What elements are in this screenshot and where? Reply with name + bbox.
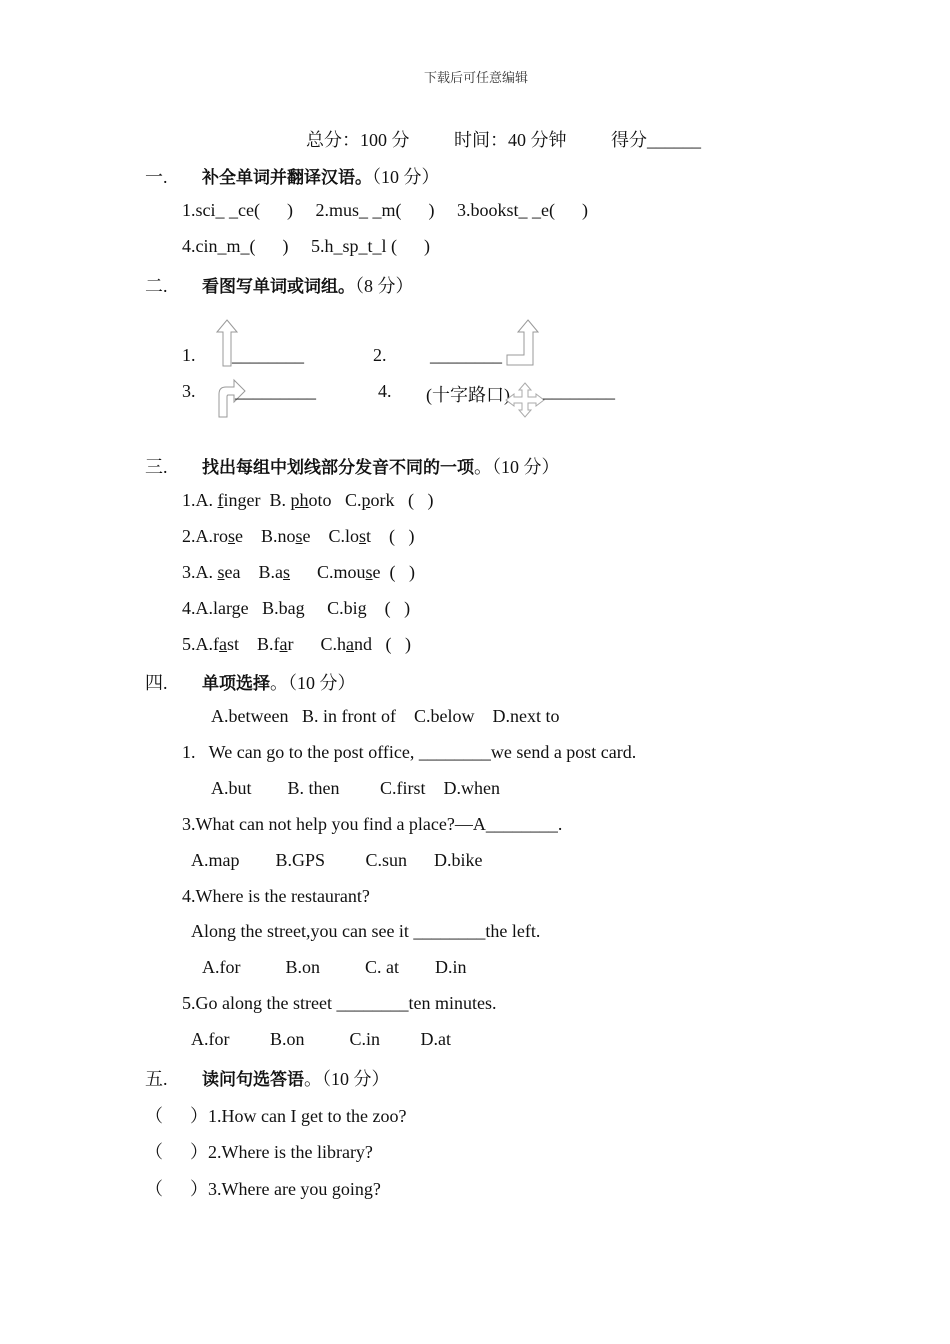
section-5-number: 五. — [145, 1069, 168, 1089]
crossroad-icon — [505, 382, 545, 418]
picture-item-4-label: (十字路口) — [426, 385, 510, 405]
section-1-row-2: 4.cin_m_( ) 5.h_sp_t_l ( ) — [182, 236, 430, 256]
section-3-points: 。（10 分） — [474, 457, 560, 477]
section-2-number: 二. — [145, 276, 168, 296]
choice-line-6: 4.Where is the restaurant? — [182, 886, 370, 906]
section-1-heading — [202, 163, 440, 189]
section-4-number: 四. — [145, 673, 168, 693]
section-3-title: 找出每组中划线部分发音不同的一项 — [202, 458, 474, 478]
section-1-points: （10 分） — [372, 167, 440, 187]
question-answer-2: （ ）2.Where is the library? — [145, 1142, 373, 1162]
section-1-row-1: 1.sci_ _ce( ) 2.mus_ _m( ) 3.bookst_ _e( ) — [182, 200, 588, 220]
section-2-points: （8 分） — [355, 276, 414, 296]
pron-question-2: 2.A.rose B.nose C.lost ( ) — [182, 526, 415, 546]
picture-item-4-blank: ________ — [543, 381, 615, 401]
pron-question-3: 3.A. sea B.as C.mouse ( ) — [182, 562, 416, 582]
picture-item-2-number: 2. — [373, 345, 387, 365]
picture-item-1-number: 1. — [182, 345, 196, 365]
score-blank: 得分______ — [611, 130, 701, 150]
section-3-heading — [202, 453, 560, 479]
turn-up-arrow-icon — [505, 319, 539, 367]
section-4-title: 单项选择 — [202, 674, 270, 694]
picture-item-3-number: 3. — [182, 381, 196, 401]
choice-line-3: A.but B. then C.first D.when — [211, 778, 500, 798]
question-answer-3: （ ）3.Where are you going? — [145, 1179, 381, 1199]
section-5-title: 读问句选答语 — [202, 1070, 304, 1090]
section-3-number: 三. — [145, 457, 168, 477]
time-limit: 时间：40 分钟 — [454, 130, 567, 150]
choice-line-10: A.for B.on C.in D.at — [191, 1029, 451, 1049]
choice-line-5: A.map B.GPS C.sun D.bike — [191, 850, 483, 870]
picture-item-2-blank: ________ — [430, 345, 502, 365]
pron-question-5: 5.A.fast B.far C.hand ( ) — [182, 634, 412, 654]
section-4-heading — [202, 669, 356, 695]
choice-line-4: 3.What can not help you find a place?—A________. — [182, 814, 563, 834]
question-answer-1: （ ）1.How can I get to the zoo? — [145, 1106, 407, 1126]
choice-line-9: 5.Go along the street ________ten minutes. — [182, 993, 497, 1013]
choice-line-2: 1. We can go to the post office, ________we send a post card. — [182, 742, 637, 762]
picture-item-1-blank: ________ — [232, 345, 304, 365]
section-4-points: 。（10 分） — [270, 673, 356, 693]
section-5-points: 。（10 分） — [304, 1069, 390, 1089]
picture-item-3-blank: _________ — [235, 381, 316, 401]
total-score: 总分：100 分 — [306, 130, 410, 150]
pron-question-4: 4.A.large B.bag C.big ( ) — [182, 598, 411, 618]
choice-line-8: A.for B.on C. at D.in — [202, 957, 467, 977]
section-2-title: 看图写单词或词组。 — [202, 277, 355, 297]
section-1-number: 一. — [145, 167, 168, 187]
section-5-heading — [202, 1065, 390, 1091]
pron-question-1: 1.A. finger B. photo C.pork ( ) — [182, 490, 434, 510]
section-2-heading — [202, 272, 414, 298]
choice-line-1: A.between B. in front of C.below D.next to — [211, 706, 560, 726]
choice-line-7: Along the street,you can see it ________the left. — [191, 921, 541, 941]
download-note: 下载后可任意编辑 — [424, 70, 529, 85]
section-1-title: 补全单词并翻译汉语。 — [202, 168, 372, 188]
picture-item-4-number: 4. — [378, 381, 392, 401]
